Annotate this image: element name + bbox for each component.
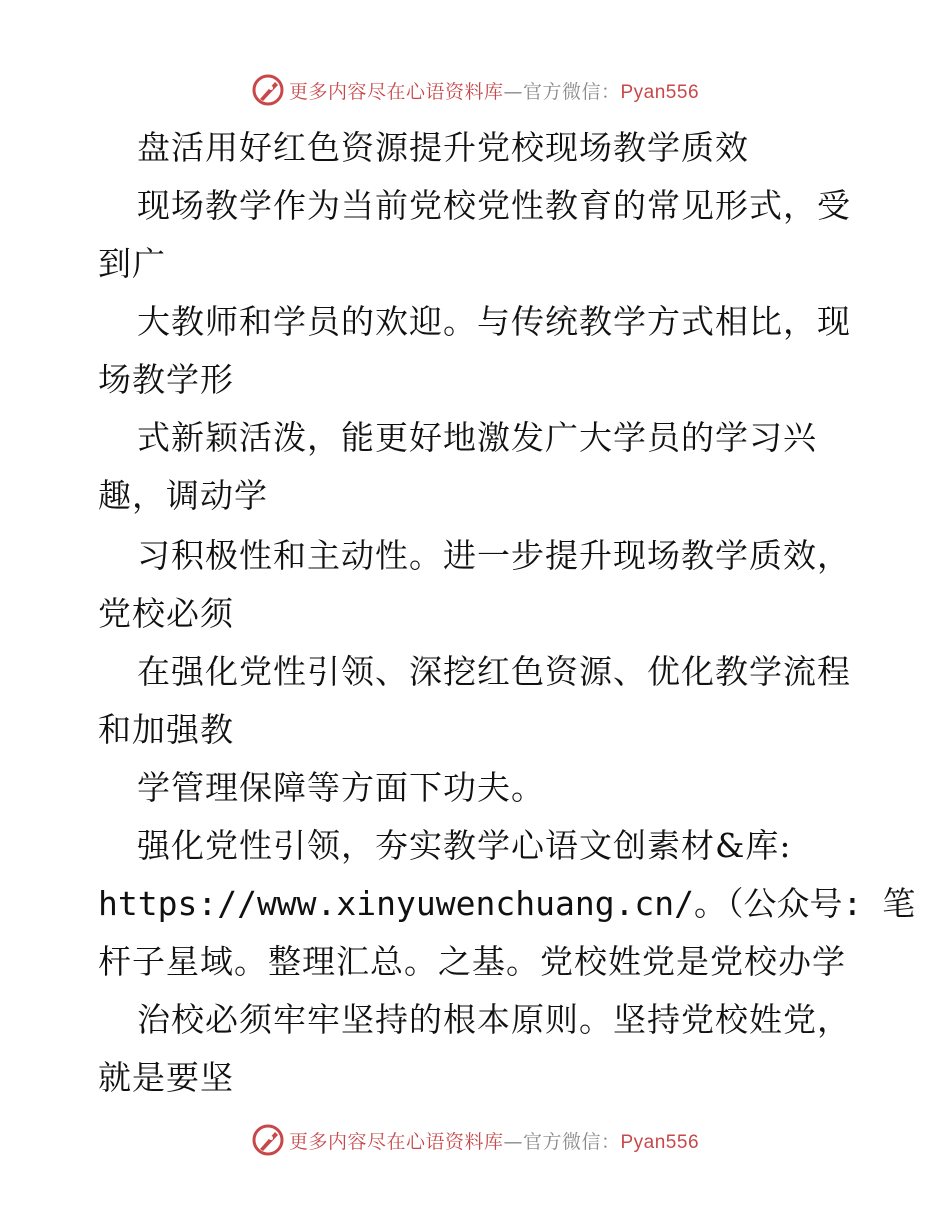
watermark-wechat-label: 官方微信： [522,1130,621,1153]
watermark-handle: Pyan556 [620,1131,700,1153]
watermark-prefix: 更多内容尽在心语资料库 [288,1130,504,1153]
watermark-text [289,77,699,104]
text-line: 和加强教 [98,710,234,749]
text-line: 式新颖活泼，能更好地激发广大学员的学习兴 [137,418,817,457]
text-line: 场教学形 [98,360,234,399]
text-line: 大教师和学员的欢迎。与传统教学方式相比，现 [137,302,851,341]
text-line: 到广 [98,244,166,283]
text-line: 就是要坚 [98,1058,234,1097]
quill-logo-icon [251,1123,285,1157]
text-line: 治校必须牢牢坚持的根本原则。坚持党校姓党， [137,1000,851,1039]
quill-logo-icon [251,73,285,107]
watermark-prefix: 更多内容尽在心语资料库 [288,80,504,103]
text-line: 现场教学作为当前党校党性教育的常见形式，受 [137,186,851,225]
text-line: 趣，调动学 [98,476,268,515]
watermark-dash: — [503,1130,523,1153]
text-line: 党校必须 [98,594,234,633]
footer-watermark [0,1120,950,1160]
text-line: 习积极性和主动性。进一步提升现场教学质效， [137,536,851,575]
watermark-dash: — [503,80,523,103]
text-line: 学管理保障等方面下功夫。 [137,768,545,807]
document-title: 盘活用好红色资源提升党校现场教学质效 [137,128,749,167]
watermark-wechat-label: 官方微信： [522,80,621,103]
text-line: 在强化党性引领、深挖红色资源、优化教学流程 [137,652,851,691]
header-watermark [0,70,950,110]
watermark-text [289,1127,699,1154]
watermark-handle: Pyan556 [620,81,700,103]
text-line: 杆子星域。整理汇总。之基。党校姓党是党校办学 [98,942,846,981]
text-line-url: https://www.xinyuwenchuang.cn/。（公众号: 笔 [98,884,916,923]
text-line: 强化党性引领，夯实教学心语文创素材&库: [137,826,792,865]
